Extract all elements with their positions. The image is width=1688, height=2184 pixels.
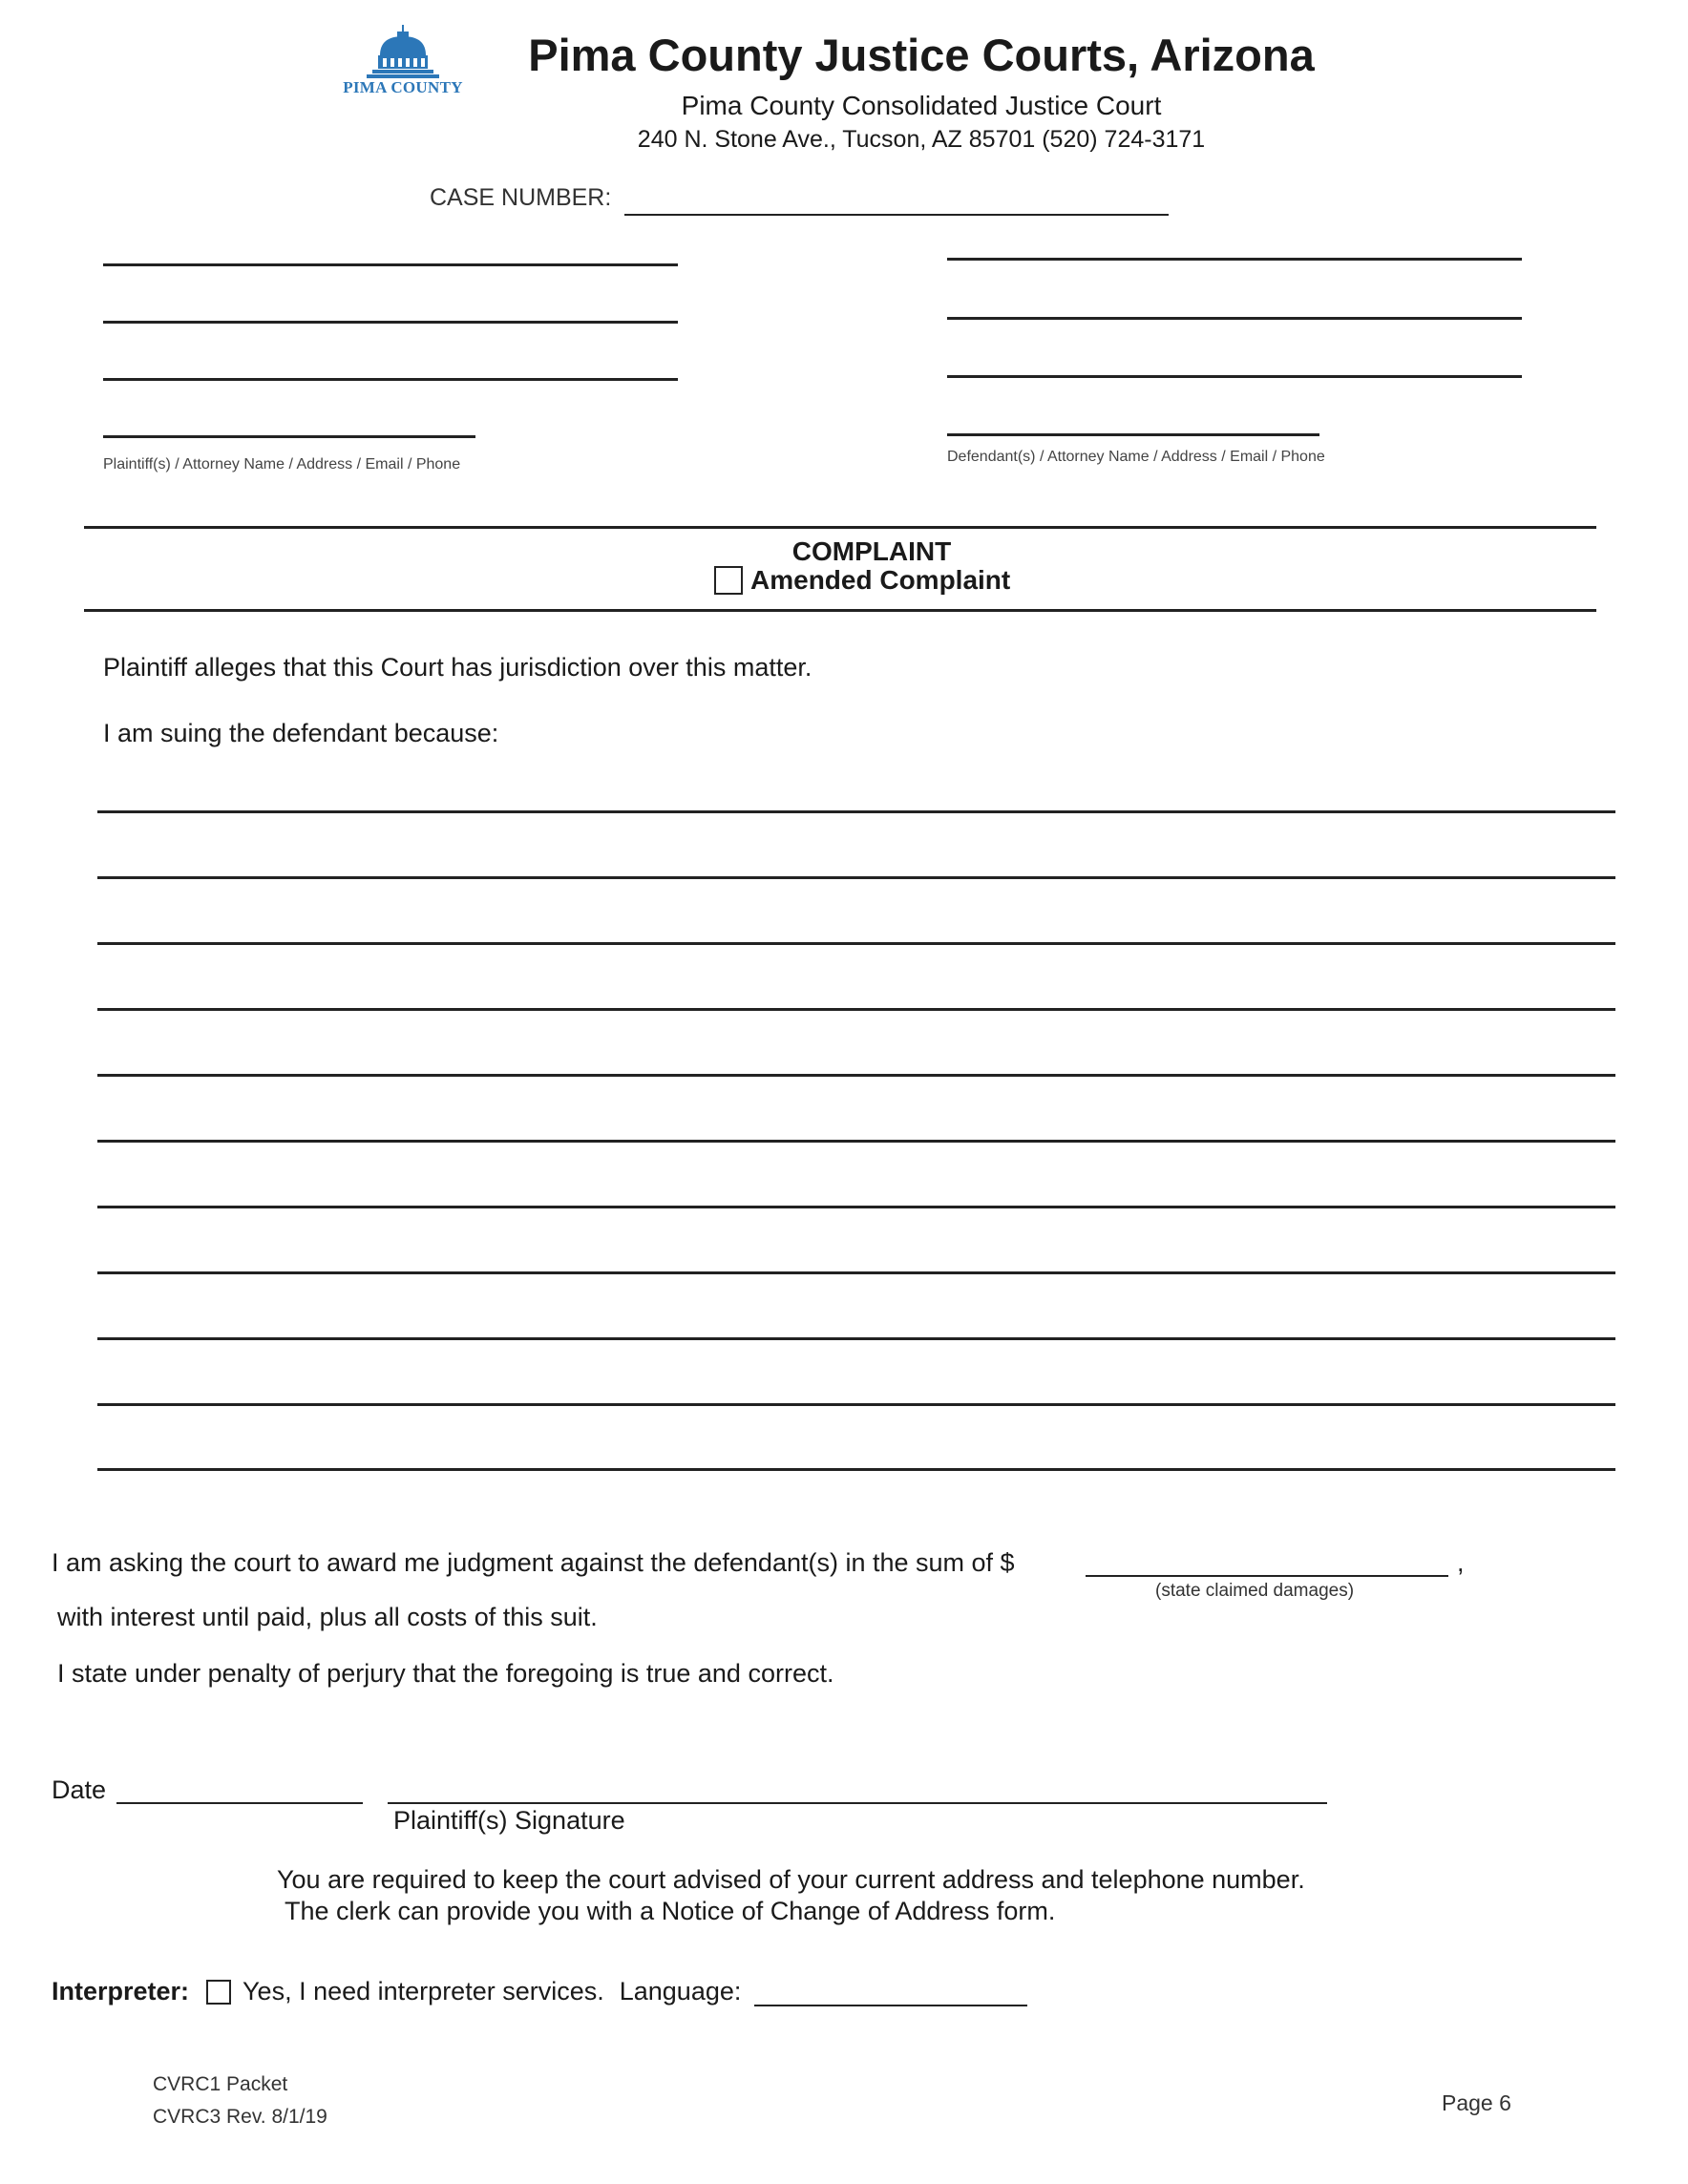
date-field[interactable] — [116, 1802, 363, 1804]
defendant-line-1[interactable] — [947, 258, 1522, 261]
address-notice-line-2: The clerk can provide you with a Notice of Change of Address form. — [285, 1897, 1056, 1925]
reason-line-3[interactable] — [97, 942, 1615, 945]
interpreter-label: Interpreter: — [52, 1977, 190, 2006]
date-label: Date — [52, 1775, 107, 1804]
reason-line-6[interactable] — [97, 1140, 1615, 1143]
interest-statement: with interest until paid, plus all costs of this suit. — [57, 1603, 598, 1631]
reason-line-10[interactable] — [97, 1403, 1615, 1406]
language-field[interactable] — [754, 2005, 1027, 2006]
address-notice-line-1: You are required to keep the court advised of your current address and telephone number. — [277, 1865, 1305, 1894]
damages-caption: (state claimed damages) — [1155, 1581, 1355, 1601]
amended-complaint-label: Amended Complaint — [750, 565, 1011, 595]
plaintiff-line-1[interactable] — [103, 263, 678, 266]
court-subtitle: Pima County Consolidated Justice Court — [681, 91, 1162, 120]
footer-revision: CVRC3 Rev. 8/1/19 — [153, 2106, 327, 2128]
judgment-request-text: I am asking the court to award me judgment against the defendant(s) in the sum of $ — [52, 1548, 1015, 1577]
complaint-title: COMPLAINT — [791, 536, 952, 566]
interpreter-row — [52, 1977, 1027, 2006]
reason-line-8[interactable] — [97, 1271, 1615, 1274]
defendant-line-4[interactable] — [947, 433, 1319, 436]
case-number-field[interactable] — [624, 214, 1169, 216]
perjury-statement: I state under penalty of perjury that the foregoing is true and correct. — [57, 1659, 834, 1688]
defendant-line-3[interactable] — [947, 375, 1522, 378]
jurisdiction-statement: Plaintiff alleges that this Court has jurisdiction over this matter. — [103, 653, 812, 682]
amended-complaint-checkbox[interactable] — [714, 566, 743, 595]
court-address: 240 N. Stone Ave., Tucson, AZ 85701 (520) 724-3171 — [637, 126, 1206, 153]
divider-top — [84, 526, 1596, 529]
damages-amount-field[interactable] — [1086, 1575, 1448, 1577]
reason-line-9[interactable] — [97, 1337, 1615, 1340]
plaintiff-caption: Plaintiff(s) / Attorney Name / Address / Email / Phone — [103, 456, 461, 472]
interpreter-option-label: Yes, I need interpreter services. — [243, 1977, 604, 2006]
signature-label: Plaintiff(s) Signature — [393, 1806, 625, 1835]
interpreter-checkbox[interactable] — [206, 1980, 231, 2005]
plaintiff-line-2[interactable] — [103, 321, 678, 324]
defendant-line-2[interactable] — [947, 317, 1522, 320]
page-number: Page 6 — [1442, 2090, 1511, 2115]
reason-line-4[interactable] — [97, 1008, 1615, 1011]
reason-line-7[interactable] — [97, 1206, 1615, 1208]
reason-line-11[interactable] — [97, 1468, 1615, 1471]
case-number-label: CASE NUMBER: — [430, 184, 612, 211]
footer-packet: CVRC1 Packet — [153, 2073, 288, 2095]
court-title: Pima County Justice Courts, Arizona — [528, 30, 1315, 80]
judgment-comma: , — [1457, 1548, 1465, 1577]
plaintiff-line-4[interactable] — [103, 435, 475, 438]
language-label: Language: — [619, 1977, 742, 2006]
reason-line-1[interactable] — [97, 810, 1615, 813]
divider-bottom — [84, 609, 1596, 612]
defendant-caption: Defendant(s) / Attorney Name / Address / Email / Phone — [947, 449, 1325, 465]
suing-because-label: I am suing the defendant because: — [103, 719, 499, 747]
reason-line-5[interactable] — [97, 1074, 1615, 1077]
amended-complaint-option — [714, 565, 1010, 596]
logo-text: PIMA COUNTY — [343, 78, 463, 96]
signature-field[interactable] — [388, 1802, 1327, 1804]
plaintiff-line-3[interactable] — [103, 378, 678, 381]
reason-line-2[interactable] — [97, 876, 1615, 879]
